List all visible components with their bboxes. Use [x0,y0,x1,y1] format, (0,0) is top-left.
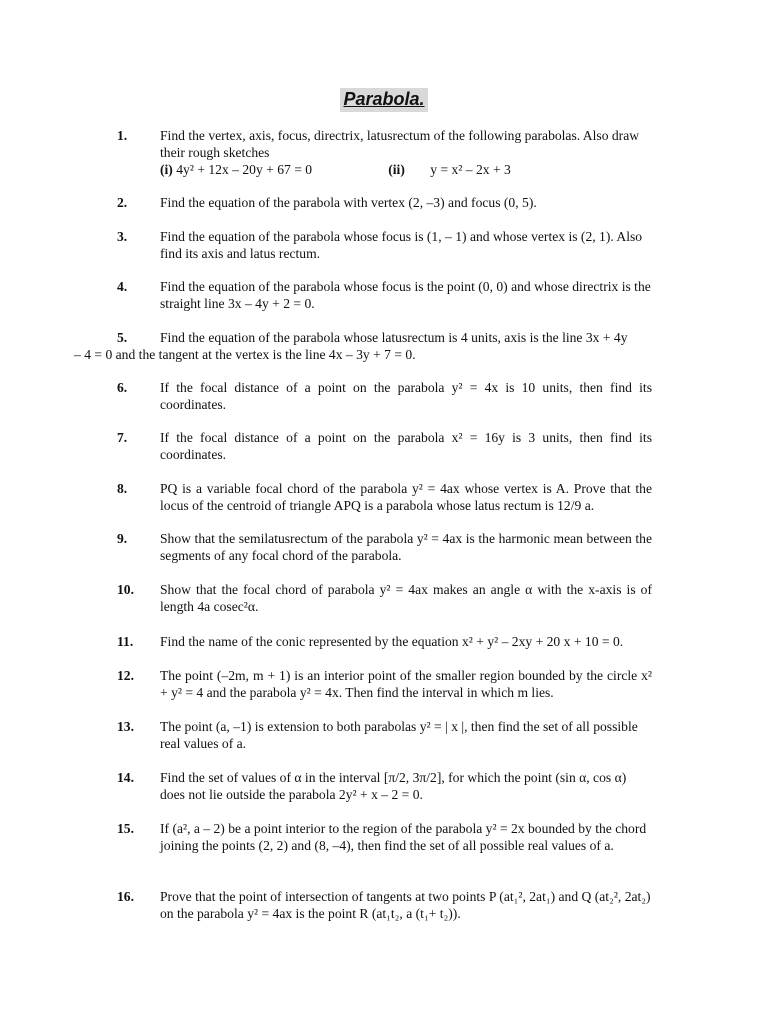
question-text: The point (–2m, m + 1) is an interior point of the smaller region bounded by the circle x² + y² = 4 and the parabola y² = 4x. Then find the interval in which m lies. [160,668,652,700]
question-text: Show that the focal chord of parabola y² = 4ax makes an angle α with the x-axis is of length 4a cosec²α. [160,582,652,614]
question-number: 15. [117,821,134,836]
question-text: If (a², a – 2) be a point interior to the region of the parabola y² = 2x bounded by the chord joining the points (2, 2) and (8, –4), then find the set of all possible real values of a. [160,821,647,853]
question-16 [117,888,652,922]
question-number: 9. [117,531,128,546]
question-text-line1: Find the equation of the parabola whose latusrectum is 4 units, axis is the line 3x + 4y [160,330,628,345]
question-8 [117,480,652,514]
question-text: Find the equation of the parabola with vertex (2, –3) and focus (0, 5). [160,195,537,210]
part-label: (i) [160,162,173,177]
part-equation: y = x² – 2x + 3 [430,162,511,177]
question-text: Find the equation of the parabola whose focus is (1, – 1) and whose vertex is (2, 1). Also find its axis and latus rectum. [160,229,643,261]
question-number: 11. [117,634,134,649]
question-number: 13. [117,719,134,734]
question-parts [160,161,652,178]
page-title-wrap [0,88,768,112]
part-label: (ii) [388,162,405,177]
question-text: Find the vertex, axis, focus, directrix, latusrectum of the following parabolas. Also draw their rough sketches [160,128,640,160]
question-text: If the focal distance of a point on the parabola x² = 16y is 3 units, then find its coordinates. [160,430,652,462]
page-title: Parabola. [340,88,427,112]
question-text: Find the set of values of α in the interval [π/2, 3π/2], for which the point (sin α, cos α) does not lie outside the parabola 2y² + x – 2 = 0. [160,770,627,802]
question-number: 6. [117,380,128,395]
question-2 [117,194,652,211]
question-10 [117,581,652,615]
question-number: 14. [117,770,134,785]
question-15 [117,820,652,854]
question-9 [117,530,652,564]
question-text: Show that the semilatusrectum of the parabola y² = 4ax is the harmonic mean between the segments of any focal chord of the parabola. [160,531,652,563]
question-1 [117,127,652,178]
question-text: Prove that the point of intersection of tangents at two points P (at₁², 2at₁) and Q (at₂², 2at₂) on the parabola y² = 4ax is the point R (at₁t₂, a (t₁+ t₂)). [160,889,651,921]
question-text: The point (a, –1) is extension to both parabolas y² = | x |, then find the set of all possible real values of a. [160,719,638,751]
question-number: 16. [117,889,134,904]
part-equation: 4y² + 12x – 20y + 67 = 0 [176,162,313,177]
question-number: 1. [117,128,128,143]
question-7 [117,429,652,463]
question-6 [117,379,652,413]
question-number: 12. [117,668,134,683]
question-text: Find the equation of the parabola whose focus is the point (0, 0) and whose directrix is the straight line 3x – 4y + 2 = 0. [160,279,651,311]
question-13 [117,718,652,752]
question-12 [117,667,652,701]
question-text-line2: – 4 = 0 and the tangent at the vertex is the line 4x – 3y + 7 = 0. [74,347,416,362]
question-number: 5. [117,330,128,345]
question-text [74,329,652,363]
question-4 [117,278,652,312]
question-text: Find the name of the conic represented by the equation x² + y² – 2xy + 20 x + 10 = 0. [160,634,624,649]
question-number: 10. [117,582,134,597]
question-11 [117,633,652,650]
question-text: If the focal distance of a point on the parabola y² = 4x is 10 units, then find its coordinates. [160,380,652,412]
question-number: 2. [117,195,128,210]
question-number: 7. [117,430,128,445]
question-number: 4. [117,279,128,294]
question-5 [74,329,652,363]
question-number: 8. [117,481,128,496]
question-3 [117,228,652,262]
question-14 [117,769,652,803]
question-text: PQ is a variable focal chord of the parabola y² = 4ax whose vertex is A. Prove that the locus of the centroid of triangle APQ is a parabola whose latus rectum is 12/9 a. [160,481,652,513]
question-number: 3. [117,229,128,244]
